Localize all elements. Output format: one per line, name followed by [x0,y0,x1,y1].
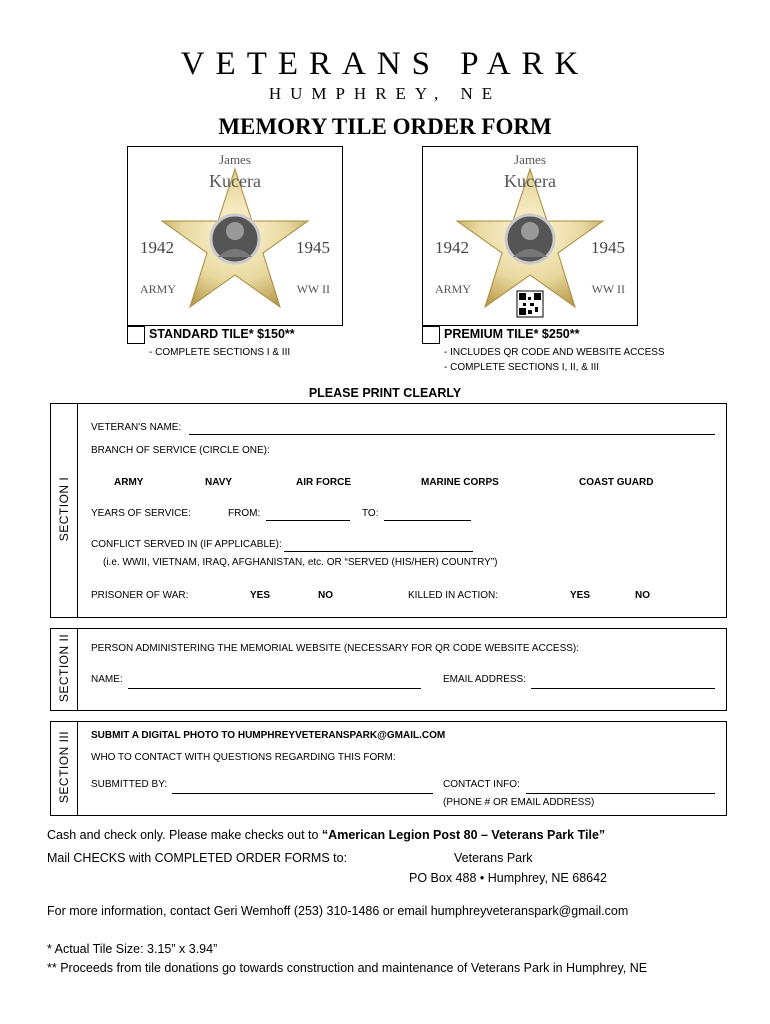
premium-tile-label: PREMIUM TILE* $250** [444,327,580,341]
form-title: MEMORY TILE ORDER FORM [218,114,552,139]
veterans-name-label: VETERAN'S NAME: [91,422,182,433]
premium-tile-checkbox[interactable] [422,326,440,344]
contact-info-label: CONTACT INFO: [443,779,520,790]
service-to-label: TO: [362,508,379,519]
mailing-address-line-1: Veterans Park [454,851,533,865]
kia-yes-option[interactable]: YES [570,590,591,601]
branch-prompt: BRANCH OF SERVICE (CIRCLE ONE): [91,445,270,456]
tile-last-name: Kucera [504,171,556,191]
payment-terms [47,828,605,842]
section-1-tab [50,403,77,618]
branch-option-air-force[interactable]: AIR FORCE [296,477,351,488]
admin-email-field[interactable] [531,688,715,689]
payment-prefix: Cash and check only. Please make checks out to [47,828,322,842]
tile-year-end: 1945 [296,238,330,257]
standard-tile-note: - COMPLETE SECTIONS I & III [149,347,291,358]
contact-information: For more information, contact Geri Wemhoff (253) 310-1486 or email humphreyveteranspark@gmail.com [47,904,629,918]
standard-tile-checkbox[interactable] [127,326,145,344]
premium-tile-sample [422,146,638,326]
admin-name-label: NAME: [91,674,123,685]
branch-option-navy[interactable]: NAVY [205,477,233,488]
service-from-label: FROM: [228,508,261,519]
submitted-by-field[interactable] [172,793,433,794]
proceeds-footnote: ** Proceeds from tile donations go towards construction and maintenance of Veterans Park in Humphrey, NE [47,961,648,975]
submit-photo-instruction: SUBMIT A DIGITAL PHOTO TO HUMPHREYVETERANSPARK@GMAIL.COM [91,730,446,741]
branch-option-coast-guard[interactable]: COAST GUARD [579,477,654,488]
print-clearly-notice: PLEASE PRINT CLEARLY [308,386,462,400]
years-of-service-label: YEARS OF SERVICE: [91,508,191,519]
admin-name-field[interactable] [128,688,421,689]
tile-year-start: 1942 [140,238,174,257]
veterans-name-field[interactable] [189,434,715,435]
pow-label: PRISONER OF WAR: [91,590,189,601]
contact-info-field[interactable] [526,793,715,794]
conflict-label: CONFLICT SERVED IN (IF APPLICABLE): [91,539,282,550]
conflict-field[interactable] [284,551,473,552]
standard-tile-label: STANDARD TILE* $150** [149,327,295,341]
premium-tile-note-2: - COMPLETE SECTIONS I, II, & III [444,362,600,373]
section-2-tab [50,628,77,711]
tile-last-name: Kucera [209,171,261,191]
pow-yes-option[interactable]: YES [250,590,271,601]
tile-conflict: WW II [591,282,625,296]
park-location: HUMPHREY, NE [268,84,502,103]
kia-label: KILLED IN ACTION: [408,590,499,601]
pow-no-option[interactable]: NO [318,590,333,601]
section-1-label: SECTION I [57,476,71,542]
service-to-field[interactable] [384,520,471,521]
tile-year-end: 1945 [591,238,625,257]
mailing-address-line-2: PO Box 488 • Humphrey, NE 68642 [409,871,607,885]
who-to-contact-label: WHO TO CONTACT WITH QUESTIONS REGARDING THIS FORM: [91,752,396,763]
section-2-box [77,628,727,711]
qr-code-icon [517,291,543,317]
tile-first-name: James [514,152,546,167]
standard-tile-sample [127,146,343,326]
service-from-field[interactable] [266,520,350,521]
admin-email-label: EMAIL ADDRESS: [443,674,526,685]
check-payee: “American Legion Post 80 – Veterans Park Tile” [321,828,606,842]
tile-sample-graphic [423,147,637,325]
tile-conflict: WW II [296,282,330,296]
section-3-label: SECTION III [57,730,71,804]
mail-instructions: Mail CHECKS with COMPLETED ORDER FORMS to: [47,851,348,865]
kia-no-option[interactable]: NO [635,590,650,601]
submitted-by-label: SUBMITTED BY: [91,779,168,790]
contact-info-hint: (PHONE # OR EMAIL ADDRESS) [443,797,595,808]
tile-sample-graphic [128,147,342,325]
tile-year-start: 1942 [435,238,469,257]
admin-prompt: PERSON ADMINISTERING THE MEMORIAL WEBSITE (NECESSARY FOR QR CODE WEBSITE ACCESS): [91,643,580,654]
premium-tile-note-1: - INCLUDES QR CODE AND WEBSITE ACCESS [444,347,665,358]
park-title: VETERANS PARK [180,46,590,82]
tile-branch: ARMY [140,282,177,296]
branch-option-army[interactable]: ARMY [114,477,144,488]
tile-branch: ARMY [435,282,472,296]
conflict-example: (i.e. WWII, VIETNAM, IRAQ, AFGHANISTAN, etc. OR “SERVED (HIS/HER) COUNTRY”) [103,557,498,568]
section-2-label: SECTION II [57,633,71,703]
tile-first-name: James [219,152,251,167]
section-3-tab [50,721,77,816]
tile-size-footnote: * Actual Tile Size: 3.15” x 3.94” [47,942,218,956]
branch-option-marine-corps[interactable]: MARINE CORPS [421,477,499,488]
